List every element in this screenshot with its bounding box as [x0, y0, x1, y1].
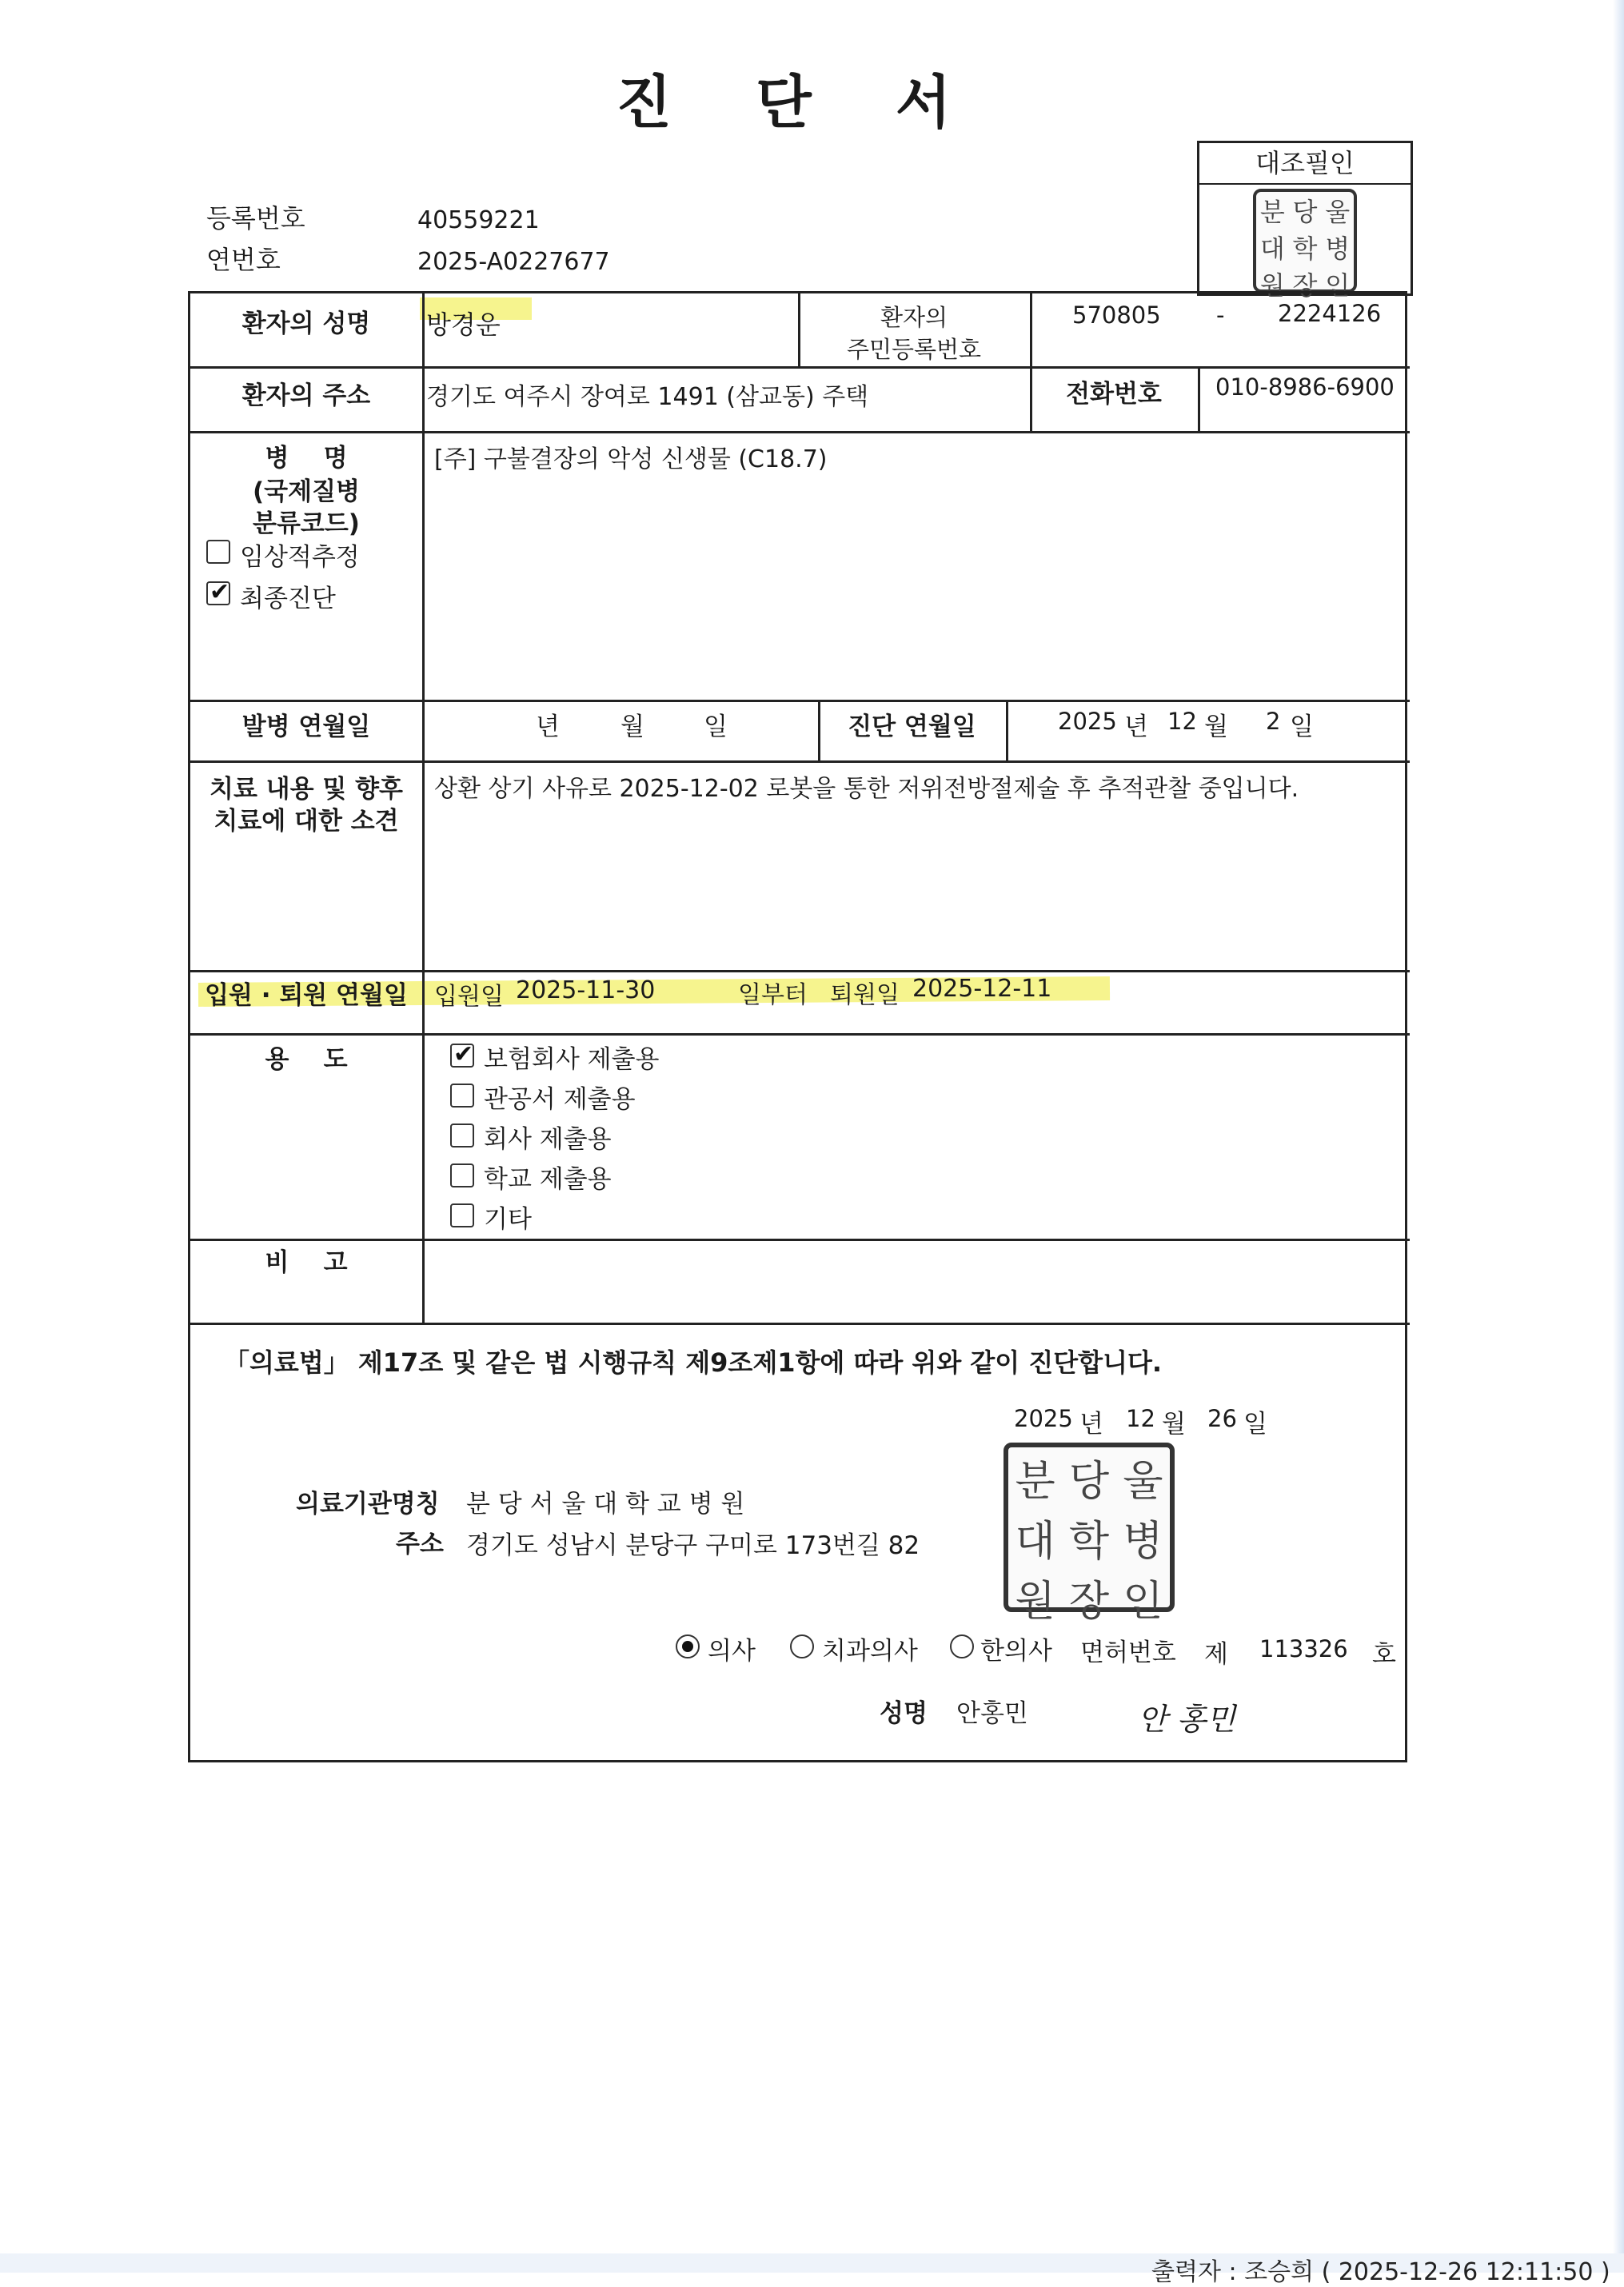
- diagnosis-form-table: [188, 291, 1407, 1762]
- registration-number-label: 등록번호: [206, 203, 305, 233]
- registration-number-value: 40559221: [417, 206, 540, 234]
- doctor-signature: 안 홍민: [1138, 1702, 1236, 1737]
- diagnosis-year: 2025: [1058, 708, 1117, 735]
- patient-name-label: 환자의 성명: [241, 309, 371, 338]
- admission-date-value: 2025-11-30: [516, 976, 656, 1004]
- serial-number-value: 2025-A0227677: [417, 248, 610, 276]
- diagnosis-year-unit: 년: [1124, 712, 1148, 741]
- onset-day-unit: 일: [704, 712, 728, 741]
- patient-address-value: 경기도 여주시 장여로 1491 (삼교동) 주택: [426, 383, 869, 411]
- doctor-type-dentist-radio[interactable]: [790, 1634, 814, 1658]
- purpose-label: 용 도: [265, 1045, 348, 1074]
- verification-seal-stamp: 분 당 울 대 학 병 원 장 인: [1253, 189, 1357, 293]
- disease-name-value: [주] 구불결장의 악성 신생물 (C18.7): [434, 445, 828, 473]
- diagnosis-month: 12: [1167, 708, 1197, 735]
- purpose-government-checkbox[interactable]: [450, 1084, 474, 1108]
- purpose-other-checkbox[interactable]: [450, 1203, 474, 1227]
- remarks-label: 비 고: [265, 1248, 348, 1277]
- rrn-front-value: 570805: [1072, 301, 1161, 329]
- purpose-insurance-checkbox[interactable]: [450, 1044, 474, 1068]
- diagnosis-day-unit: 일: [1290, 712, 1314, 741]
- rrn-back-value: 2224126: [1278, 300, 1382, 327]
- certification-statement: 「의료법」 제17조 및 같은 법 시행규칙 제9조제1항에 따라 위와 같이 진단합니다.: [224, 1347, 1163, 1378]
- print-footer: 출력자 : 조승희 ( 2025-12-26 12:11:50 ): [1151, 2258, 1610, 2286]
- admission-from-text: 일부터: [738, 981, 808, 1009]
- issue-month-unit: 월: [1162, 1410, 1186, 1439]
- phone-value: 010-8986-6900: [1215, 373, 1395, 401]
- license-label: 면허번호: [1080, 1638, 1176, 1667]
- phone-label: 전화번호: [1066, 380, 1162, 409]
- doctor-name-value: 안홍민: [956, 1699, 1028, 1728]
- doctor-name-label: 성명: [880, 1699, 928, 1728]
- doctor-type-physician-radio[interactable]: [676, 1634, 700, 1658]
- final-diagnosis-checkbox[interactable]: [206, 581, 230, 605]
- rrn-dash: -: [1216, 301, 1225, 329]
- purpose-insurance-label: 보험회사 제출용: [484, 1045, 660, 1074]
- issue-day-unit: 일: [1243, 1410, 1267, 1439]
- treatment-label-line1: 치료 내용 및 향후: [209, 775, 403, 804]
- final-diagnosis-label: 최종진단: [240, 585, 336, 613]
- clinical-estimate-label: 임상적추정: [240, 543, 360, 572]
- license-prefix: 제: [1204, 1640, 1228, 1669]
- verification-seal-box: [1197, 141, 1413, 301]
- purpose-school-checkbox[interactable]: [450, 1163, 474, 1187]
- onset-date-label: 발병 연월일: [241, 712, 371, 741]
- clinical-estimate-checkbox[interactable]: [206, 540, 230, 564]
- discharge-date-prefix: 퇴원일: [830, 981, 900, 1009]
- purpose-government-label: 관공서 제출용: [484, 1085, 636, 1114]
- doctor-type-physician-label: 의사: [708, 1637, 756, 1666]
- issue-month: 12: [1126, 1405, 1155, 1432]
- purpose-company-checkbox[interactable]: [450, 1124, 474, 1147]
- purpose-other-label: 기타: [484, 1205, 532, 1234]
- issue-day: 26: [1207, 1405, 1237, 1432]
- discharge-date-value: 2025-12-11: [912, 975, 1052, 1003]
- hospital-address-value: 경기도 성남시 분당구 구미로 173번길 82: [466, 1531, 920, 1560]
- rrn-label-line2: 주민등록번호: [846, 336, 982, 363]
- purpose-company-label: 회사 제출용: [484, 1125, 612, 1154]
- hospital-name-label: 의료기관명칭: [296, 1490, 440, 1519]
- onset-month-unit: 월: [620, 712, 644, 741]
- disease-label: 병 명: [265, 444, 348, 473]
- treatment-opinion-text: 상환 상기 사유로 2025-12-02 로봇을 통한 저위전방절제술 후 추적관찰 중입니다.: [434, 775, 1299, 803]
- rrn-label-line1: 환자의: [880, 304, 948, 331]
- diagnosis-day: 2: [1266, 708, 1281, 735]
- admission-discharge-label: 입원 · 퇴원 연월일: [205, 981, 408, 1010]
- doctor-type-oriental-label: 한의사: [980, 1637, 1052, 1666]
- onset-year-unit: 년: [536, 712, 560, 741]
- patient-address-label: 환자의 주소: [241, 381, 371, 410]
- issue-year: 2025: [1014, 1405, 1073, 1432]
- doctor-type-dentist-label: 치과의사: [822, 1637, 918, 1666]
- serial-number-label: 연번호: [206, 245, 281, 275]
- hospital-seal-stamp: 분 당 울 대 학 병 원 장 인: [1004, 1443, 1175, 1612]
- hospital-address-label: 주소: [396, 1530, 444, 1559]
- diagnosis-date-label: 진단 연월일: [848, 712, 976, 741]
- diagnosis-month-unit: 월: [1204, 712, 1228, 741]
- verification-seal-caption: 대조필인: [1199, 143, 1411, 185]
- document-title: 진 단 서: [616, 69, 984, 136]
- doctor-type-oriental-radio[interactable]: [950, 1634, 974, 1658]
- paper-edge: [1613, 0, 1624, 2273]
- admission-date-prefix: 입원일: [434, 983, 504, 1011]
- hospital-name-value: 분 당 서 울 대 학 교 병 원: [466, 1490, 745, 1519]
- purpose-school-label: 학교 제출용: [484, 1165, 612, 1194]
- license-suffix: 호: [1372, 1640, 1396, 1669]
- patient-name-value: 방경운: [426, 309, 501, 340]
- treatment-label-line2: 치료에 대한 소견: [213, 807, 399, 836]
- license-number: 113326: [1259, 1635, 1348, 1662]
- disease-label-code: 분류코드): [253, 509, 360, 538]
- issue-year-unit: 년: [1079, 1410, 1103, 1439]
- disease-label-icd: (국제질병: [253, 477, 360, 506]
